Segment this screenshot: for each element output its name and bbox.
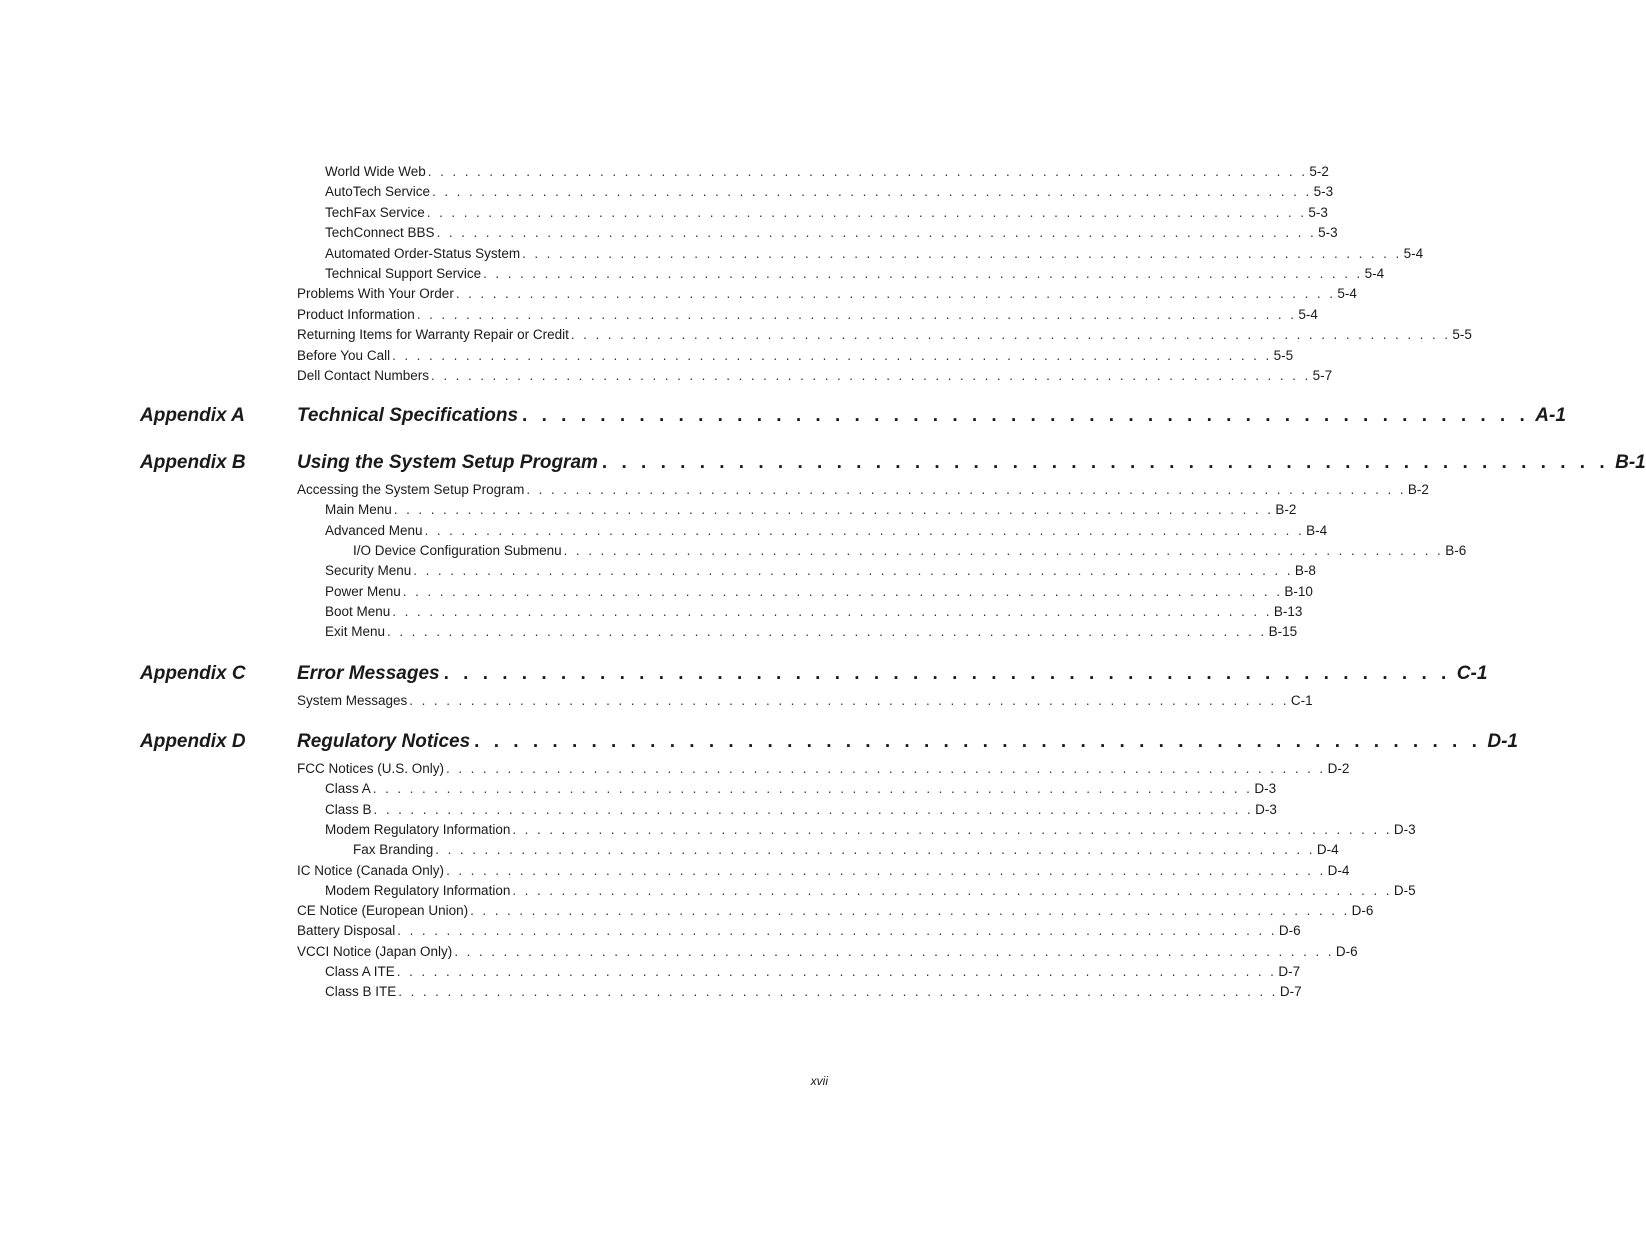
toc-entry-page: B-2 — [1275, 502, 1297, 518]
toc-entry[interactable] — [325, 501, 1297, 519]
dot-leader: . . . . . . . . . . . . . . . . . . . . . . . . . . . . . . . . . . . . . . . . . . . . . . . . . . . . . . . . . . . . . . . . . . . . . . . . — [526, 482, 1406, 497]
dot-leader: . . . . . . . . . . . . . . . . . . . . . . . . . . . . . . . . . . . . . . . . . . . . . . . . . . . . . . . . . . . . . . . . . . . . . . . . — [427, 164, 1308, 179]
toc-entry[interactable] — [325, 623, 1298, 641]
toc-entry-title: Exit Menu — [325, 624, 386, 640]
dot-leader: . . . . . . . . . . . . . . . . . . . . . . . . . . . . . . . . . . . . . . . . . . . . . . . . . . . . — [522, 405, 1530, 426]
toc-entry[interactable] — [325, 522, 1328, 540]
toc-entry[interactable] — [325, 224, 1338, 242]
toc-entry-title: Power Menu — [325, 583, 401, 599]
toc-entry-title: Main Menu — [325, 502, 392, 518]
toc-entry-title: IC Notice (Canada Only) — [297, 862, 445, 878]
toc-entry-page: B-15 — [1268, 624, 1298, 640]
appendix-title: Technical Specifications — [297, 405, 519, 426]
toc-entry-page: 5-4 — [1337, 286, 1357, 302]
toc-entry-title: Product Information — [297, 306, 415, 322]
toc-entry-title: Before You Call — [297, 347, 391, 363]
toc-entry[interactable] — [325, 163, 1329, 181]
toc-entry-page: D-7 — [1278, 964, 1301, 979]
toc-entry-page: 5-4 — [1298, 306, 1318, 322]
dot-leader: . . . . . . . . . . . . . . . . . . . . . . . . . . . . . . . . . . . . . . . . . . . . . . . . . . . . . . . . . . . . . . . . . . . . . . . . — [392, 603, 1272, 619]
toc-entry-page: C-1 — [1290, 693, 1313, 708]
toc-entry[interactable] — [325, 583, 1313, 601]
dot-leader: . . . . . . . . . . . . . . . . . . . . . . . . . . . . . . . . . . . . . . . . . . . . . . . . . . . . — [474, 731, 1482, 752]
toc-entry[interactable] — [325, 963, 1301, 981]
dot-leader: . . . . . . . . . . . . . . . . . . . . . . . . . . . . . . . . . . . . . . . . . . . . . . . . . . . . . . . . . . . . . . . . . . . . . . . . — [522, 245, 1402, 261]
toc-entry[interactable] — [297, 922, 1301, 940]
toc-entry[interactable] — [297, 862, 1350, 880]
toc-entry-title: Problems With Your Order — [297, 286, 454, 302]
toc-entry[interactable] — [297, 481, 1429, 499]
dot-leader: . . . . . . . . . . . . . . . . . . . . . . . . . . . . . . . . . . . . . . . . . . . . . . . . . . . . . . . . . . . . . . . . . . . . . . . . — [446, 862, 1326, 878]
toc-entry-title: Boot Menu — [325, 603, 391, 619]
page-number: xvii — [810, 1074, 828, 1088]
toc-entry-page: D-3 — [1254, 781, 1277, 797]
toc-entry[interactable] — [325, 265, 1385, 283]
toc-entry-title: Dell Contact Numbers — [297, 368, 430, 383]
toc-entry[interactable] — [297, 367, 1333, 385]
toc-entry-page: B-10 — [1284, 583, 1313, 599]
toc-entry-title: I/O Device Configuration Submenu — [353, 542, 562, 558]
appendix-page: D-1 — [1487, 731, 1518, 752]
toc-entry-page: D-6 — [1278, 923, 1301, 939]
toc-entry[interactable] — [325, 562, 1316, 580]
dot-leader: . . . . . . . . . . . . . . . . . . . . . . . . . . . . . . . . . . . . . . . . . . . . . . . . . . . . — [443, 663, 1451, 684]
toc-entry[interactable] — [325, 983, 1302, 1001]
toc-entry-page: D-4 — [1327, 862, 1350, 878]
appendix-label: Appendix C — [140, 663, 246, 684]
appendix-page: C-1 — [1456, 663, 1488, 684]
dot-leader: . . . . . . . . . . . . . . . . . . . . . . . . . . . . . . . . . . . . . . . . . . . . . . . . . . . . . . . . . . . . . . . . . . . . . . . . — [432, 184, 1312, 200]
dot-leader: . . . . . . . . . . . . . . . . . . . . . . . . . . . . . . . . . . . . . . . . . . . . . . . . . . . . . . . . . . . . . . . . . . . . . . . . — [436, 225, 1317, 241]
dot-leader: . . . . . . . . . . . . . . . . . . . . . . . . . . . . . . . . . . . . . . . . . . . . . . . . . . . . — [601, 452, 1610, 473]
dot-leader: . . . . . . . . . . . . . . . . . . . . . . . . . . . . . . . . . . . . . . . . . . . . . . . . . . . . . . . . . . . . . . . . . . . . . . . . — [392, 347, 1272, 363]
toc-entry[interactable] — [325, 183, 1334, 201]
toc-entry-title: Modem Regulatory Information — [325, 821, 511, 837]
dot-leader: . . . . . . . . . . . . . . . . . . . . . . . . . . . . . . . . . . . . . . . . . . . . . . . . . . . . . . . . . . . . . . . . . . . . . . . . — [431, 368, 1311, 383]
toc-entry[interactable] — [297, 760, 1350, 778]
toc-entry[interactable] — [325, 821, 1416, 839]
dot-leader: . . . . . . . . . . . . . . . . . . . . . . . . . . . . . . . . . . . . . . . . . . . . . . . . . . . . . . . . . . . . . . . . . . . . . . . . — [409, 693, 1289, 708]
toc-entry[interactable] — [325, 245, 1424, 263]
toc-entry[interactable] — [297, 306, 1318, 324]
dot-leader: . . . . . . . . . . . . . . . . . . . . . . . . . . . . . . . . . . . . . . . . . . . . . . . . . . . . . . . . . . . . . . . . . . . . . . . . — [483, 266, 1363, 281]
toc-entry-title: World Wide Web — [325, 164, 426, 179]
dot-leader: . . . . . . . . . . . . . . . . . . . . . . . . . . . . . . . . . . . . . . . . . . . . . . . . . . . . . . . . . . . . . . . . . . . . . . . . — [397, 923, 1277, 939]
dot-leader: . . . . . . . . . . . . . . . . . . . . . . . . . . . . . . . . . . . . . . . . . . . . . . . . . . . . . . . . . . . . . . . . . . . . . . . . — [424, 522, 1305, 538]
toc-entry-title: System Messages — [297, 693, 408, 708]
toc-entry-title: Technical Support Service — [325, 266, 482, 281]
toc-entry[interactable] — [325, 882, 1416, 900]
toc-entry[interactable] — [297, 902, 1374, 920]
appendix-page: B-1 — [1615, 452, 1646, 473]
dot-leader: . . . . . . . . . . . . . . . . . . . . . . . . . . . . . . . . . . . . . . . . . . . . . . . . . . . . . . . . . . . . . . . . . . . . . . . . — [402, 583, 1283, 599]
toc-entry-page: D-7 — [1279, 984, 1302, 1000]
appendix-label: Appendix B — [140, 452, 246, 473]
appendix-label: Appendix D — [140, 731, 246, 752]
toc-entry-page: D-2 — [1327, 761, 1350, 776]
toc-entry-page: B-2 — [1407, 482, 1429, 497]
toc-entry-title: TechConnect BBS — [325, 225, 435, 241]
appendix-a-heading[interactable] — [140, 404, 1566, 428]
appendix-d-heading[interactable] — [140, 730, 1518, 754]
toc-entry-title: Class A — [325, 781, 371, 797]
toc-entry-title: Security Menu — [325, 563, 412, 579]
dot-leader: . . . . . . . . . . . . . . . . . . . . . . . . . . . . . . . . . . . . . . . . . . . . . . . . . . . . . . . . . . . . . . . . . . . . . . . . — [413, 563, 1293, 579]
toc-entry-title: VCCI Notice (Japan Only) — [297, 943, 453, 959]
dot-leader: . . . . . . . . . . . . . . . . . . . . . . . . . . . . . . . . . . . . . . . . . . . . . . . . . . . . . . . . . . . . . . . . . . . . . . . . — [435, 842, 1315, 858]
toc-entry-title: Modem Regulatory Information — [325, 882, 511, 898]
dot-leader: . . . . . . . . . . . . . . . . . . . . . . . . . . . . . . . . . . . . . . . . . . . . . . . . . . . . . . . . . . . . . . . . . . . . . . . . — [512, 821, 1392, 837]
toc-entry-title: CE Notice (European Union) — [297, 903, 469, 919]
toc-entry[interactable] — [325, 801, 1277, 819]
toc-entry-page: 5-3 — [1318, 225, 1338, 241]
appendix-label: Appendix A — [140, 405, 245, 426]
dot-leader: . . . . . . . . . . . . . . . . . . . . . . . . . . . . . . . . . . . . . . . . . . . . . . . . . . . . . . . . . . . . . . . . . . . . . . . . — [396, 964, 1277, 979]
toc-entry-title: Class B ITE — [325, 984, 397, 1000]
dot-leader: . . . . . . . . . . . . . . . . . . . . . . . . . . . . . . . . . . . . . . . . . . . . . . . . . . . . . . . . . . . . . . . . . . . . . . . . — [455, 286, 1336, 302]
dot-leader: . . . . . . . . . . . . . . . . . . . . . . . . . . . . . . . . . . . . . . . . . . . . . . . . . . . . . . . . . . . . . . . . . . . . . . . . — [563, 542, 1444, 558]
toc-entry[interactable] — [297, 692, 1313, 710]
toc-entry-page: D-6 — [1335, 943, 1358, 959]
toc-entry-title: Returning Items for Warranty Repair or Credit — [297, 327, 569, 343]
appendix-page: A-1 — [1535, 405, 1566, 426]
toc-entry-title: Advanced Menu — [325, 522, 423, 538]
toc-entry-title: Fax Branding — [353, 842, 434, 858]
toc-entry-page: D-6 — [1351, 903, 1374, 919]
toc-entry-page: 5-3 — [1313, 184, 1334, 200]
toc-entry[interactable] — [325, 204, 1328, 222]
toc-entry-page: B-13 — [1273, 603, 1303, 619]
toc-entry-page: 5-5 — [1273, 347, 1294, 363]
appendix-b-heading[interactable] — [140, 451, 1646, 475]
toc-entry[interactable] — [353, 841, 1339, 859]
toc-entry[interactable] — [353, 542, 1467, 560]
toc-entry-title: AutoTech Service — [325, 184, 431, 200]
toc-entry-title: FCC Notices (U.S. Only) — [297, 761, 445, 776]
dot-leader: . . . . . . . . . . . . . . . . . . . . . . . . . . . . . . . . . . . . . . . . . . . . . . . . . . . . . . . . . . . . . . . . . . . . . . . . — [454, 943, 1334, 959]
dot-leader: . . . . . . . . . . . . . . . . . . . . . . . . . . . . . . . . . . . . . . . . . . . . . . . . . . . . . . . . . . . . . . . . . . . . . . . . — [470, 903, 1350, 919]
toc-entry-title: Class B — [325, 801, 372, 817]
dot-leader: . . . . . . . . . . . . . . . . . . . . . . . . . . . . . . . . . . . . . . . . . . . . . . . . . . . . . . . . . . . . . . . . . . . . . . . . — [373, 801, 1254, 817]
toc-entry-page: D-5 — [1393, 882, 1416, 898]
appendix-title: Regulatory Notices — [297, 731, 471, 752]
toc-entry-title: Automated Order-Status System — [325, 245, 521, 261]
toc-entry[interactable] — [297, 285, 1357, 303]
dot-leader: . . . . . . . . . . . . . . . . . . . . . . . . . . . . . . . . . . . . . . . . . . . . . . . . . . . . . . . . . . . . . . . . . . . . . . . . — [398, 984, 1278, 1000]
toc-entry-page: B-4 — [1306, 522, 1328, 538]
toc-entry[interactable] — [297, 943, 1358, 961]
toc-entry-page: 5-4 — [1403, 245, 1424, 261]
dot-leader: . . . . . . . . . . . . . . . . . . . . . . . . . . . . . . . . . . . . . . . . . . . . . . . . . . . . . . . . . . . . . . . . . . . . . . . . — [416, 306, 1297, 322]
toc-entry-title: Class A ITE — [325, 964, 395, 979]
toc-entry-page: 5-4 — [1364, 266, 1385, 281]
toc-entry[interactable] — [297, 326, 1472, 344]
toc-entry-page: 5-3 — [1308, 204, 1328, 220]
toc-entry-page: D-4 — [1316, 842, 1339, 858]
toc-entry-title: TechFax Service — [325, 204, 425, 220]
dot-leader: . . . . . . . . . . . . . . . . . . . . . . . . . . . . . . . . . . . . . . . . . . . . . . . . . . . . . . . . . . . . . . . . . . . . . . . . — [512, 882, 1392, 898]
toc-entry-title: Accessing the System Setup Program — [297, 482, 525, 497]
appendix-title: Using the System Setup Program — [297, 452, 598, 473]
dot-leader: . . . . . . . . . . . . . . . . . . . . . . . . . . . . . . . . . . . . . . . . . . . . . . . . . . . . . . . . . . . . . . . . . . . . . . . . — [446, 761, 1326, 776]
appendix-title: Error Messages — [297, 663, 440, 684]
toc-entry-page: B-6 — [1445, 542, 1467, 558]
toc-entry-page: B-8 — [1294, 563, 1316, 579]
dot-leader: . . . . . . . . . . . . . . . . . . . . . . . . . . . . . . . . . . . . . . . . . . . . . . . . . . . . . . . . . . . . . . . . . . . . . . . . — [387, 624, 1267, 640]
toc-entry[interactable] — [325, 603, 1303, 621]
dot-leader: . . . . . . . . . . . . . . . . . . . . . . . . . . . . . . . . . . . . . . . . . . . . . . . . . . . . . . . . . . . . . . . . . . . . . . . . — [426, 204, 1307, 220]
toc-entry[interactable] — [325, 780, 1277, 798]
toc-entry-page: 5-7 — [1312, 368, 1333, 383]
dot-leader: . . . . . . . . . . . . . . . . . . . . . . . . . . . . . . . . . . . . . . . . . . . . . . . . . . . . . . . . . . . . . . . . . . . . . . . . — [372, 781, 1253, 797]
toc-entry-page: 5-2 — [1309, 164, 1329, 179]
appendix-c-heading[interactable] — [140, 662, 1488, 686]
dot-leader: . . . . . . . . . . . . . . . . . . . . . . . . . . . . . . . . . . . . . . . . . . . . . . . . . . . . . . . . . . . . . . . . . . . . . . . . — [570, 327, 1451, 343]
toc-entry[interactable] — [297, 347, 1294, 365]
toc-entry-page: D-3 — [1393, 821, 1416, 837]
toc-entry-title: Battery Disposal — [297, 923, 396, 939]
toc-entry-page: D-3 — [1255, 801, 1277, 817]
dot-leader: . . . . . . . . . . . . . . . . . . . . . . . . . . . . . . . . . . . . . . . . . . . . . . . . . . . . . . . . . . . . . . . . . . . . . . . . — [393, 502, 1274, 518]
toc-entry-page: 5-5 — [1452, 327, 1472, 343]
